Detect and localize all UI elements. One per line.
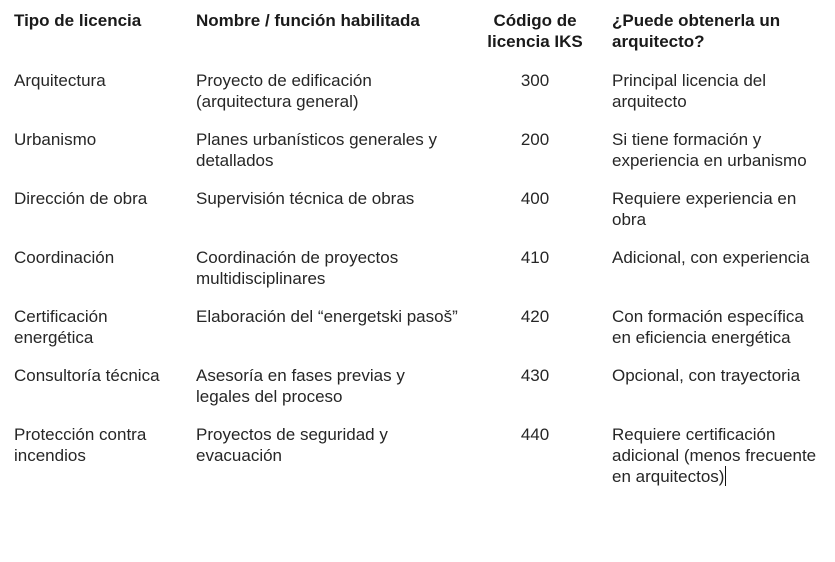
table-row: [6, 129, 832, 188]
table-row: [6, 424, 832, 504]
cell-function-name: Asesoría en fases previas y legales del proceso: [196, 366, 405, 406]
cell-license-type: Coordinación: [14, 248, 115, 267]
cell-iks-code: 420: [520, 307, 550, 326]
cell-architect-eligibility: Si tiene formación y experiencia en urbanismo: [612, 130, 807, 170]
cell-architect-eligibility: Opcional, con trayectoria: [612, 366, 801, 385]
cell-license-type: Urbanismo: [14, 130, 97, 149]
table-row: [6, 306, 832, 365]
cell-text: Requiere certificación adicional (menos frecuente en arquitectos): [612, 425, 817, 486]
header-iks-code: Código de licencia IKS: [487, 11, 583, 51]
cell-iks-code: 300: [520, 71, 550, 90]
license-table: [6, 10, 832, 504]
cell-architect-eligibility: Con formación específica en eficiencia energética: [612, 307, 804, 347]
cell-license-type: Arquitectura: [14, 71, 106, 90]
table-row: [6, 70, 832, 129]
cell-license-type: Protección contra incendios: [14, 425, 147, 465]
cell-iks-code: 400: [520, 189, 550, 208]
cell-function-name: Coordinación de proyectos multidisciplinares: [196, 248, 399, 288]
cell-function-name: Proyectos de seguridad y evacuación: [196, 425, 388, 465]
header-function-name: Nombre / función habilitada: [196, 11, 420, 30]
cell-architect-eligibility: Requiere experiencia en obra: [612, 189, 797, 229]
table-row: [6, 188, 832, 247]
table-row: [6, 247, 832, 306]
cell-function-name: Proyecto de edificación (arquitectura general): [196, 71, 372, 111]
cell-iks-code: 410: [520, 248, 550, 267]
cell-iks-code: 430: [520, 366, 550, 385]
cell-architect-eligibility: Adicional, con experiencia: [612, 248, 810, 267]
cell-iks-code: 440: [520, 425, 550, 444]
cell-function-name: Planes urbanísticos generales y detallados: [196, 130, 437, 170]
cell-architect-eligibility: Principal licencia del arquitecto: [612, 71, 767, 111]
header-architect-eligibility: ¿Puede obtenerla un arquitecto?: [612, 11, 781, 51]
text-cursor: [725, 466, 726, 486]
cell-function-name: Elaboración del “energetski pasoš”: [196, 307, 458, 326]
header-license-type: Tipo de licencia: [14, 11, 142, 30]
cell-iks-code: 200: [520, 130, 550, 149]
cell-license-type: Dirección de obra: [14, 189, 148, 208]
cell-architect-eligibility[interactable]: [604, 424, 832, 504]
table-header-row: [6, 10, 832, 70]
cell-license-type: Consultoría técnica: [14, 366, 160, 385]
table-row: [6, 365, 832, 424]
cell-license-type: Certificación energética: [14, 307, 108, 347]
cell-function-name: Supervisión técnica de obras: [196, 189, 415, 208]
